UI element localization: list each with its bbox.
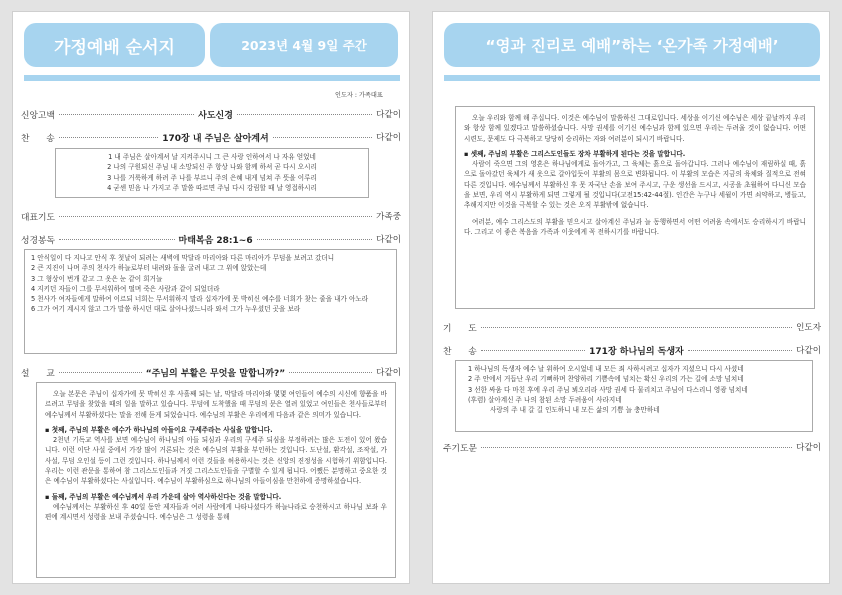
- order-right: 가족중: [376, 212, 401, 222]
- sermon-point-body: 2천년 기독교 역사를 보면 예수님이 하나님의 아들 되심과 우리의 구세주 되심을 부정하려는 많은 도전이 있어 왔습니다. 이런 이단 사설 중에서 가장 많이 거론되는 것은 예수님의 부활을 부인하는 것입니다. 도난설, 환각설, 조작설, 가사설, 무덤 오인설 등이 그런 것입니다. 하나님께서 이런 것들을 허용하시는 것은 신앙의 진정성을 시험하기 위함입니다. 우리는 이런 관문을 통하여 참 그리스도인들과 거짓 그리스도인들을 구별할 수 있게 됩니다. 어쨌든 분명하고 중요한 것은 예수님이 부활하셨다는 사실입니다. 예수님이 부활하심으로 하나님의 아들이심을 만천하에 증명하셨습니다.: [45, 436, 387, 486]
- sermon-box: [36, 382, 396, 578]
- hymn-verse: 1 내 주님은 살아계셔 날 지켜주시니 그 큰 사랑 인하여서 나 자유 얻었네: [108, 153, 316, 161]
- dotted-leader: [273, 137, 372, 138]
- order-label: 신앙고백: [21, 110, 55, 121]
- dotted-leader: [59, 114, 194, 115]
- dotted-leader: [257, 239, 373, 240]
- order-right: 다같이: [796, 443, 821, 453]
- order-label: 설 교: [21, 368, 55, 379]
- sermon-point-body: 사람이 죽으면 그의 영혼은 하나님에게로 돌아가고, 그 육체는 흙으로 돌아갑니다. 그러나 예수님이 재림하실 때, 흙으로 돌아갔던 육체가 새 옷으로 갈아입듯이 부활의 몸으로 변화됩니다. 이 부활의 모습은 지금의 육체와 질적으로 전혀 다른 것입니다. 예수님께서 부활하신 후 못 자국난 손을 보여 주시고, 구운 생선을 드시고, 시공을 초월하여 다니신 모습을 보면, 우리 역시 부활하게 되면 그렇게 될 것입니다(고전15:42-44절). 인간은 누구나 세월이 가면 쇠약하고, 병들고, 추해지지만 이것을 극복할 수 있는 것은 오직 부활밖에 없습니다.: [464, 160, 806, 210]
- order-center: “주님의 부활은 무엇을 말합니까?”: [145, 368, 286, 379]
- scripture-verse: 5 천사가 여자들에게 말하여 이르되 너희는 무서워하지 말라 십자가에 못 박히신 예수를 너희가 찾는 줄을 내가 아노라: [31, 295, 369, 304]
- order-label: 주기도문: [443, 443, 477, 454]
- hymn-verse: 사랑의 주 내 갈 길 인도하니 내 모든 삶의 기쁨 늘 충만하네: [490, 406, 660, 415]
- scripture-verse: 2 큰 지진이 나며 주의 천사가 하늘로부터 내려와 돌을 굴려 내고 그 위에 앉았는데: [31, 264, 267, 273]
- sermon-intro: 오늘 본문은 주님이 십자가에 못 박히신 후 사흘째 되는 날, 막달라 마리아와 몇몇 여인들이 예수의 시신에 향품을 바르려고 무덤을 찾았을 때의 일을 말하고 있습니다. 무덤에 도착했을 때 무덤의 문은 열려 있었고 여인들은 천사들로부터 예수님께서 부활하셨다는 말을 전해 듣게 되었습니다. 예수님의 부활은 우리에게 다음과 같은 의미가 있습니다.: [45, 390, 387, 419]
- sermon-point-body: 예수님께서는 부활하신 후 40일 동안 제자들과 여러 사람에게 나타나셨다가 하늘나라로 승천하시고 하나님 보좌 우편에 계시면서 성령을 보내 주셨습니다. 예수님은 그 성령을 통해: [45, 502, 387, 522]
- dotted-leader: [59, 216, 372, 217]
- title-pill: [24, 23, 205, 67]
- page-title: 가정예배 순서지: [54, 37, 175, 58]
- order-right: 다같이: [376, 133, 401, 143]
- header-bar: [444, 75, 820, 81]
- order-label: 찬 송: [21, 133, 55, 144]
- header-bar: [24, 75, 400, 81]
- sermon-continued-box: [455, 106, 815, 309]
- title-pill: [444, 23, 820, 67]
- order-label: 대표기도: [21, 212, 55, 223]
- order-hymn-1: [21, 130, 401, 144]
- leader-label: 인도자 : 가족대표: [335, 92, 383, 99]
- order-label: 기 도: [443, 323, 477, 334]
- scripture-verse: 1 안식일이 다 지나고 안식 후 첫날이 되려는 새벽에 막달라 마리아와 다른 마리아가 무덤을 보려고 갔더니: [31, 254, 335, 262]
- sermon-paragraph: 여러분, 예수 그리스도의 부활을 믿으시고 살아계신 주님과 늘 동행하면서 어떤 어려움 속에서도 승리하시기 바랍니다. 그리고 이 좋은 복음을 가족과 이웃에게 꼭 전하시기를 바랍니다.: [464, 217, 806, 236]
- order-scripture: [21, 232, 401, 246]
- order-closing-prayer: [443, 320, 821, 334]
- order-lords-prayer: [443, 440, 821, 454]
- dotted-leader: [481, 447, 792, 448]
- dotted-leader: [289, 372, 372, 373]
- scripture-verse: 6 그가 여기 계시지 않고 그가 말씀 하시던 대로 살아나셨느니라 와서 그가 누우셨던 곳을 보라: [31, 305, 301, 314]
- order-hymn-2: [443, 343, 821, 357]
- dotted-leader: [481, 327, 792, 328]
- order-center: 171장 하나님의 독생자: [589, 346, 684, 357]
- page-title: “영과 진리로 예배”하는 ‘온가족 가정예배’: [485, 37, 779, 55]
- sermon-point-heading: ▪ 둘째, 주님의 부활은 예수님께서 우리 가운데 살아 역사하신다는 것을 말합니다.: [45, 492, 282, 501]
- order-sermon: [21, 365, 401, 379]
- hymn-verse: 4 굳센 믿음 나 가지고 주 말씀 따르면 주님 다시 강림할 때 날 영접하시리: [107, 183, 317, 192]
- order-right: 인도자: [796, 323, 821, 333]
- dotted-leader: [237, 114, 372, 115]
- hymn-verse: 2 나의 구원되신 주님 내 소망되신 주 항상 나와 함께 하셔 곧 다시 오시리: [107, 163, 317, 172]
- order-label: 성경봉독: [21, 235, 55, 246]
- scripture-box: [24, 249, 397, 354]
- date-pill: [210, 23, 398, 67]
- dotted-leader: [688, 350, 792, 351]
- hymn-verse: 1 하나님의 독생자 예수 날 위하여 오시었네 내 모든 죄 사하시려고 십자가 지셨으니 다시 사셨네: [468, 365, 744, 373]
- order-center: 170장 내 주님은 살아계셔: [162, 133, 269, 144]
- hymn-1-lyrics-box: [55, 148, 369, 198]
- right-page: [432, 11, 830, 584]
- left-page: [12, 11, 410, 584]
- dotted-leader: [59, 239, 175, 240]
- order-label: 찬 송: [443, 346, 477, 357]
- hymn-2-lyrics-box: [455, 360, 813, 432]
- order-center: 마태복음 28:1~6: [178, 235, 253, 246]
- sermon-point-heading: ▪ 첫째, 주님의 부활은 예수가 하나님의 아들이요 구세주라는 사실을 말합니다.: [45, 425, 273, 434]
- dotted-leader: [59, 137, 158, 138]
- order-right: 다같이: [376, 235, 402, 245]
- order-right: 다같이: [376, 368, 402, 378]
- order-call-to-worship: [21, 107, 401, 121]
- dotted-leader: [481, 350, 585, 351]
- scripture-verse: 3 그 형상이 번개 같고 그 옷은 눈 같이 희거늘: [31, 274, 163, 283]
- order-center: 사도신경: [198, 110, 233, 121]
- hymn-verse: 3 나를 거룩하게 하려 주 나를 부르니 주의 은혜 내게 넘쳐 주 뜻을 이루리: [107, 173, 317, 182]
- hymn-verse: (후렴) 살아계신 주 나의 참된 소망 두려움이 사라지네: [468, 395, 622, 404]
- order-right: 다같이: [796, 346, 822, 356]
- dotted-leader: [59, 372, 142, 373]
- sermon-paragraph: 오늘 우리와 함께 해 주십니다. 이것은 예수님이 말씀하신 그대로입니다. 세상을 이기신 예수님은 세상 끝날까지 우리와 항상 함께 있겠다고 말씀하셨습니다. 사망 권세를 이기신 예수님과 함께 있으면 우리는 두려울 것이 없습니다. 어떤 시련도, 문제도 다 극복하고 당당히 승리하는 자와 여러분이 되시기 바랍니다.: [464, 114, 806, 143]
- hymn-verse: 3 선한 싸움 다 마친 후에 우리 주님 뵈오리라 사망 권세 다 물리치고 주님이 다스리니 영광 넘치네: [468, 385, 748, 394]
- order-prayer: [21, 209, 401, 223]
- date-label: 2023년 4월 9일 주간: [241, 38, 367, 53]
- sermon-point-heading: ▪ 셋째, 주님의 부활은 그리스도인들도 장차 부활하게 된다는 것을 말합니다.: [464, 149, 686, 158]
- order-right: 다같이: [376, 110, 401, 120]
- hymn-verse: 2 주 안에서 거듭난 우리 기뻐하며 찬양하리 기쁨속에 넘치는 확신 우리의 가는 길에 소망 넘치네: [468, 375, 744, 384]
- scripture-verse: 4 지키던 자들이 그를 무서워하여 떨며 죽은 사람과 같이 되었더라: [31, 284, 220, 293]
